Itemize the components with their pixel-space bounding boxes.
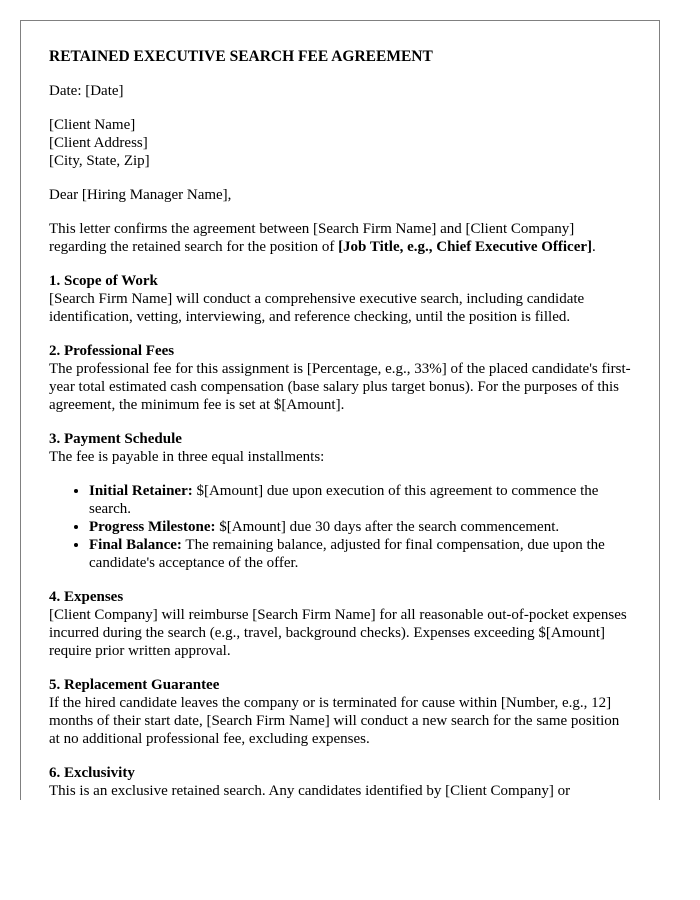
date-line: Date: [Date] xyxy=(49,83,124,99)
section-heading: 5. Replacement Guarantee xyxy=(49,677,220,693)
list-item-text: $[Amount] due 30 days after the search commencement. xyxy=(215,519,560,535)
section-expenses xyxy=(49,588,631,660)
section-body: This is an exclusive retained search. Any candidates identified by [Client Company] or xyxy=(49,783,571,799)
payment-installment-list xyxy=(49,482,631,572)
section-heading: 1. Scope of Work xyxy=(49,273,158,289)
section-heading: 2. Professional Fees xyxy=(49,343,175,359)
intro-paragraph xyxy=(49,220,631,256)
document-title: RETAINED EXECUTIVE SEARCH FEE AGREEMENT xyxy=(49,48,433,65)
section-professional-fees xyxy=(49,342,631,414)
list-item-final-balance xyxy=(89,536,631,572)
address-line-city-state-zip: [City, State, Zip] xyxy=(49,153,150,169)
list-item-text: $[Amount] due upon execution of this agreement to commence the search. xyxy=(89,483,599,517)
intro-text: This letter confirms the agreement between [Search Firm Name] and [Client Company] regarding the retained search for the position of xyxy=(49,221,575,255)
section-scope-of-work xyxy=(49,272,631,326)
section-exclusivity xyxy=(49,764,631,800)
list-item-progress-milestone xyxy=(89,518,631,536)
document-page xyxy=(20,20,660,800)
section-heading: 4. Expenses xyxy=(49,589,124,605)
intro-job-title: [Job Title, e.g., Chief Executive Officer] xyxy=(338,239,593,255)
address-line-client-name: [Client Name] xyxy=(49,117,136,133)
list-item-text: The remaining balance, adjusted for final compensation, due upon the candidate's acceptance of the offer. xyxy=(89,537,605,571)
section-heading: 6. Exclusivity xyxy=(49,765,135,781)
section-heading: 3. Payment Schedule xyxy=(49,431,182,447)
section-body: [Client Company] will reimburse [Search Firm Name] for all reasonable out-of-pocket expenses incurred during the search (e.g., travel, background checks). Expenses exceeding $[Amount] require prior written approval. xyxy=(49,607,627,659)
intro-end: . xyxy=(592,239,596,255)
section-body: [Search Firm Name] will conduct a comprehensive executive search, including candidate identification, vetting, interviewing, and reference checking, until the position is filled. xyxy=(49,291,585,325)
section-replacement-guarantee xyxy=(49,676,631,748)
section-body: The fee is payable in three equal installments: xyxy=(49,449,325,465)
list-item-initial-retainer xyxy=(89,482,631,518)
address-line-client-address: [Client Address] xyxy=(49,135,148,151)
list-item-label: Initial Retainer: xyxy=(89,483,193,499)
section-body: If the hired candidate leaves the company or is terminated for cause within [Number, e.g., 12] months of their start date, [Search Firm Name] will conduct a new search for the same position at no additional professional fee, excluding expenses. xyxy=(49,695,620,747)
list-item-label: Final Balance: xyxy=(89,537,182,553)
section-payment-schedule xyxy=(49,430,631,572)
client-address-block xyxy=(49,116,631,170)
salutation: Dear [Hiring Manager Name], xyxy=(49,187,232,203)
list-item-label: Progress Milestone: xyxy=(89,519,216,535)
section-body: The professional fee for this assignment is [Percentage, e.g., 33%] of the placed candidate's first-year total estimated cash compensation (base salary plus target bonus). For the purposes of this agreement, the minimum fee is set at $[Amount]. xyxy=(49,361,631,413)
